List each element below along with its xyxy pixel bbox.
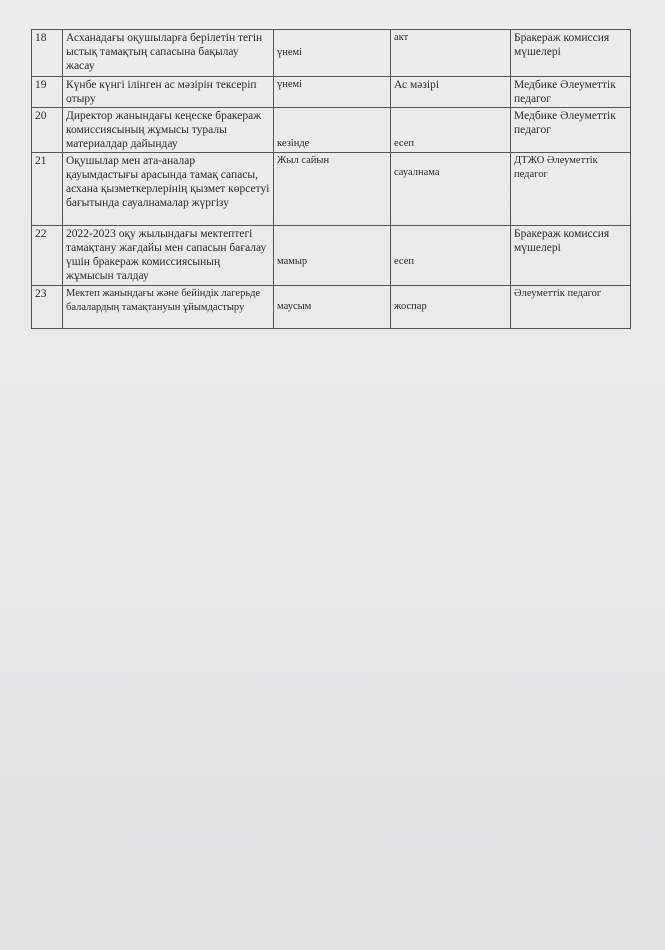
action-cell: Асханадағы оқушыларға берілетін тегін ыстық тамақтың сапасына бақылау жасау xyxy=(63,30,274,77)
table-row xyxy=(32,30,631,77)
form-cell: Ас мәзірі xyxy=(391,77,511,108)
responsible-cell: Медбике Әлеуметтік педагог xyxy=(511,77,631,108)
table-row xyxy=(32,77,631,108)
form-cell: есеп xyxy=(391,108,511,153)
term-cell: үнемі xyxy=(274,30,391,77)
form-cell: акт xyxy=(391,30,511,77)
row-number: 20 xyxy=(32,108,63,153)
table-row xyxy=(32,226,631,286)
responsible-cell: Бракераж комиссия мүшелері xyxy=(511,226,631,286)
table-row xyxy=(32,286,631,329)
table-row xyxy=(32,153,631,226)
row-number: 23 xyxy=(32,286,63,329)
row-number: 22 xyxy=(32,226,63,286)
responsible-cell: Әлеуметтік педагог xyxy=(511,286,631,329)
responsible-cell: Медбике Әлеуметтік педагог xyxy=(511,108,631,153)
table-row xyxy=(32,108,631,153)
form-cell: сауалнама xyxy=(391,153,511,226)
term-cell: мамыр xyxy=(274,226,391,286)
term-cell: кезінде xyxy=(274,108,391,153)
action-cell: Оқушылар мен ата-аналар қауымдастығы арасында тамақ сапасы, асхана қызметкерлерінің қызмет көрсетуі бағытында сауалнамалар жүргізу xyxy=(63,153,274,226)
row-number: 19 xyxy=(32,77,63,108)
row-number: 18 xyxy=(32,30,63,77)
action-cell: 2022-2023 оқу жылындағы мектептегі тамақтану жағдайы мен сапасын бағалау үшін бракераж комиссиясының жұмысын талдау xyxy=(63,226,274,286)
action-cell: Күнбе күнгі ілінген ас мәзірін тексеріп отыру xyxy=(63,77,274,108)
action-cell: Мектеп жанындағы және бейіндік лагерьде балалардың тамақтануын ұйымдастыру xyxy=(63,286,274,329)
work-plan-table xyxy=(31,29,631,329)
form-cell: жоспар xyxy=(391,286,511,329)
term-cell: үнемі xyxy=(274,77,391,108)
term-cell: маусым xyxy=(274,286,391,329)
responsible-cell: Бракераж комиссия мүшелері xyxy=(511,30,631,77)
responsible-cell: ДТЖО Әлеуметтік педагог xyxy=(511,153,631,226)
form-cell: есеп xyxy=(391,226,511,286)
action-cell: Директор жанындағы кеңеске бракераж комиссиясының жұмысы туралы материалдар дайындау xyxy=(63,108,274,153)
row-number: 21 xyxy=(32,153,63,226)
term-cell: Жыл сайын xyxy=(274,153,391,226)
